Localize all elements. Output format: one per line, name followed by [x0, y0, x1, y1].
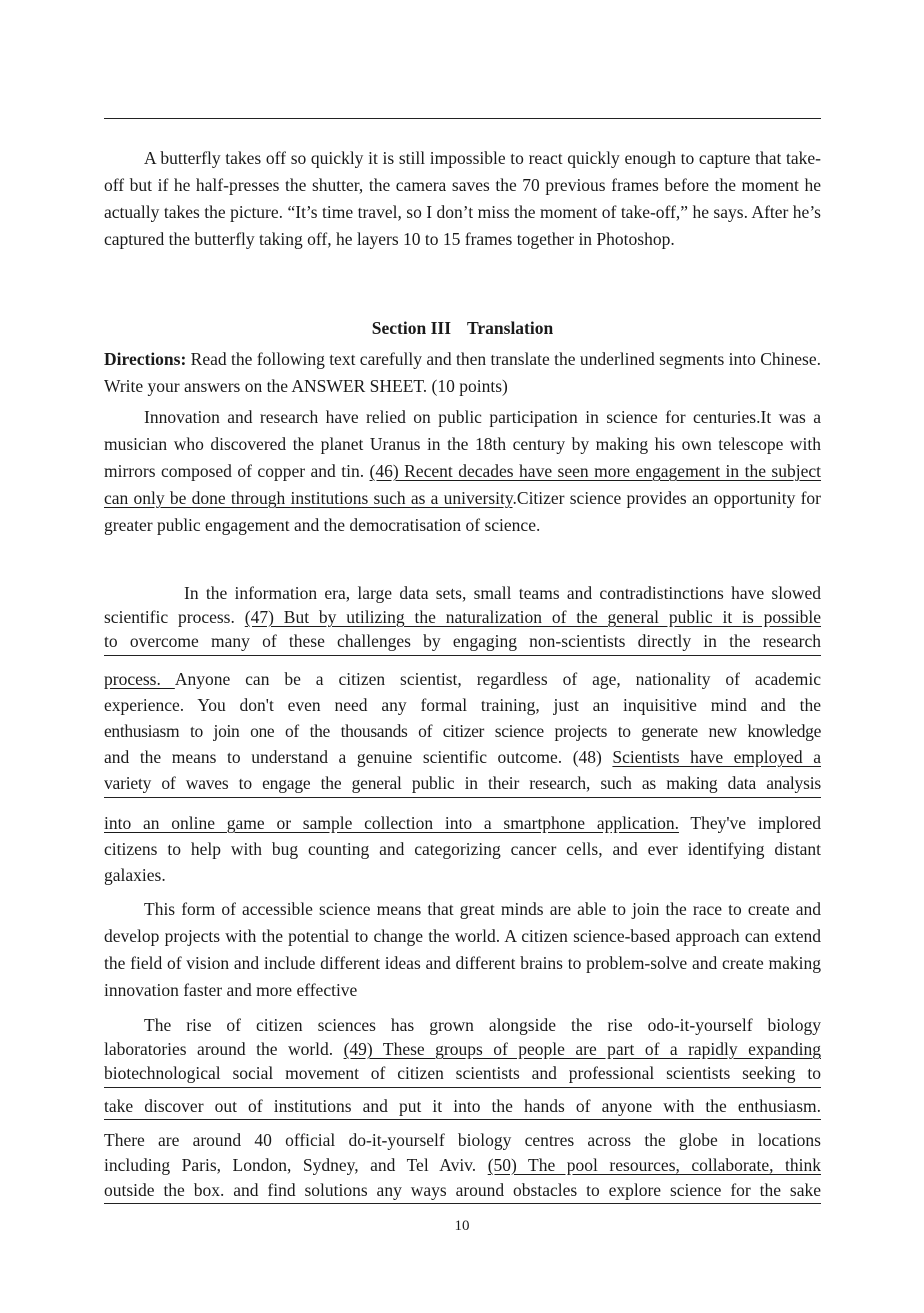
paragraph-text: A butterfly takes off so quickly it is still impossible to react quickly enough to capture that take-off but if he half-presses the shutter, the camera saves the 70 previous frames before the moment he actually takes the picture. “It’s time travel, so I don’t miss the moment of take-off,” he says. After he’s captured the butterfly taking off, he layers 10 to 15 frames together in Photoshop. [104, 148, 821, 249]
p2-line-11: galaxies. [104, 865, 166, 885]
p2-line-9: into an online game or sample collection into a smartphone application. They've implored [104, 813, 821, 833]
p2-line-7: and the means to understand a genuine scientific outcome. (48) Scientists have employed a [104, 747, 821, 767]
p4-line-2: laboratories around the world. (49) These groups of people are part of a rapidly expanding [104, 1039, 821, 1059]
butterfly-paragraph [104, 145, 821, 253]
p4-line-5: There are around 40 official do-it-yourself biology centres across the globe in locations [104, 1130, 821, 1150]
page-number: 10 [454, 1218, 470, 1234]
p4-line-4 [104, 1093, 821, 1119]
p2-line-4: process. Anyone can be a citizen scientist, regardless of age, nationality of academic [104, 669, 821, 689]
p2-line-3: to overcome many of these challenges by engaging non-scientists directly in the research [104, 631, 821, 651]
innovation-tail: .Citizer science provides an opportunity for greater public engagement and the democratisation of science. [104, 488, 822, 535]
question-50-continued: outside the box. and find solutions any ways around obstacles to explore science for the sake [104, 1180, 821, 1200]
question-47-start: (47) But by utilizing the naturalization of the general public it is possible [244, 607, 821, 627]
p2-line-8: variety of waves to engage the general public in their research, such as making data analysis [104, 773, 821, 793]
p2-line-10: citizens to help with bug counting and categorizing cancer cells, and ever identifying distant [104, 839, 821, 859]
paragraph-innovation [104, 404, 821, 539]
p2-line-5: experience. You don't even need any formal training, just an inquisitive mind and the [104, 695, 821, 715]
section-label: Section III [371, 318, 452, 338]
answer-line-48 [104, 797, 821, 798]
p2-line-1: In the information era, large data sets, small teams and contradistinctions have slowed [184, 583, 821, 603]
question-49-end: take discover out of institutions and put it into the hands of anyone with the enthusiasm. [104, 1096, 821, 1116]
question-48-start: Scientists have employed a [612, 747, 821, 767]
directions-paragraph [104, 346, 821, 400]
p2-line-6: enthusiasm to join one of the thousands of citizer science projects to generate new knowledge [104, 721, 821, 741]
question-47-end: process. [104, 669, 175, 689]
p4-line-1: The rise of citizen sciences has grown alongside the rise odo-it-yourself biology [144, 1015, 821, 1035]
header-rule [104, 118, 821, 119]
answer-line-47 [104, 655, 821, 656]
p4-line-7 [104, 1177, 821, 1203]
directions-label: Directions: [104, 349, 187, 369]
p2-line-2: scientific process. (47) But by utilizing the naturalization of the general public it is possible [104, 607, 821, 627]
question-50-start: (50) The pool resources, collaborate, think [487, 1155, 821, 1175]
answer-line-50 [104, 1203, 821, 1204]
answer-line-49b [104, 1119, 821, 1120]
paragraph-accessible-science [104, 896, 821, 1004]
p4-line-6: including Paris, London, Sydney, and Tel Aviv. (50) The pool resources, collaborate, think [104, 1155, 821, 1175]
section-heading [104, 318, 821, 339]
question-48-end: into an online game or sample collection into a smartphone application. [104, 813, 679, 833]
question-46: (46) Recent decades have seen more engagement in the subject can only be done through institutions such as a university [104, 461, 822, 508]
directions-text: Read the following text carefully and then translate the underlined segments into Chinese. Write your answers on the ANSWER SHEET. (10 points) [104, 349, 821, 396]
innovation-intro: Innovation and research have relied on public participation in science for centuries.It was a musician who discovered the planet Uranus in the 18th century by making his own telescope with mirrors composed of copper and tin. [104, 407, 821, 481]
answer-line-49a [104, 1087, 821, 1088]
question-49-start: (49) These groups of people are part of a rapidly expanding [343, 1039, 821, 1059]
p4-line-3: biotechnological social movement of citizen scientists and professional scientists seeking to [104, 1063, 821, 1083]
section-title: Translation [467, 318, 554, 338]
paragraph-text: This form of accessible science means that great minds are able to join the race to create and develop projects with the potential to change the world. A citizen science-based approach can extend the field of vision and include different ideas and different brains to problem-solve and create making innovation faster and more effective [104, 899, 821, 1000]
